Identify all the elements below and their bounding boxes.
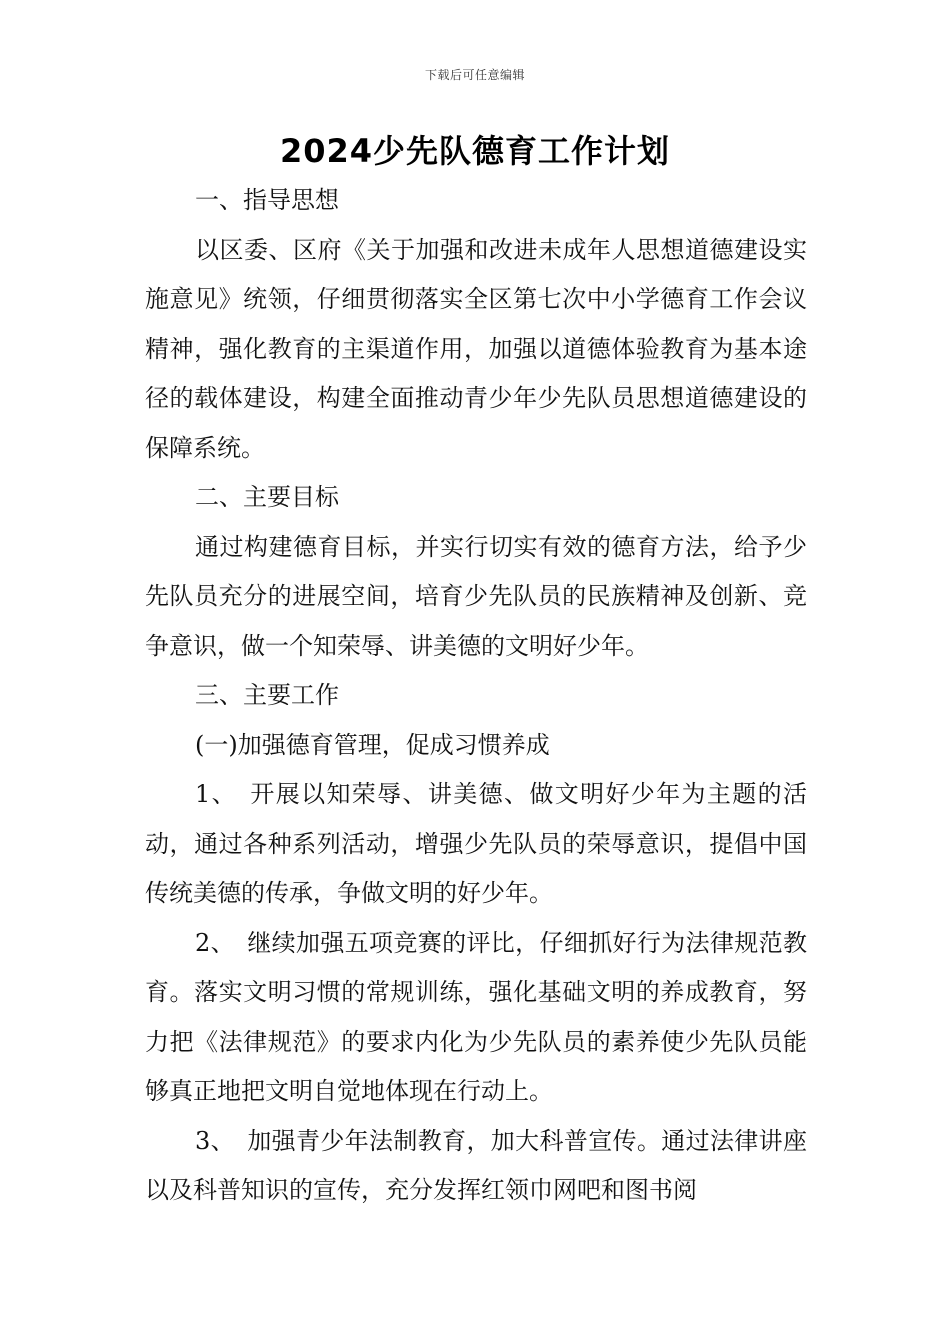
subsection-heading-moral-management: (一)加强德育管理，促成习惯养成 — [195, 730, 550, 759]
section-heading-main-work: 三、主要工作 — [195, 681, 339, 709]
list-item-1: 1、 开展以知荣辱、讲美德、做文明好少年为主题的活动，通过各种系列活动，增强少先队员的荣辱意识，提倡中国传统美德的传承，争做文明的好少年。 — [145, 780, 807, 907]
list-item-3: 3、 加强青少年法制教育，加大科普宣传。通过法律讲座以及科普知识的宣传，充分发挥红领巾网吧和图书阅 — [145, 1126, 807, 1204]
list-item-2: 2、 继续加强五项竞赛的评比，仔细抓好行为法律规范教育。落实文明习惯的常规训练，强化基础文明的养成教育，努力把《法律规范》的要求内化为少先队员的素养使少先队员能够真正地把文明自觉地体现在行动上。 — [145, 928, 807, 1105]
paragraph-guiding-thought: 以区委、区府《关于加强和改进未成年人思想道德建设实施意见》统领，仔细贯彻落实全区第七次中小学德育工作会议精神，强化教育的主渠道作用，加强以道德体验教育为基本途径的载体建设，构建全面推动青少年少先队员思想道德建设的保障系统。 — [145, 235, 807, 462]
paragraph-main-goals: 通过构建德育目标，并实行切实有效的德育方法，给予少先队员充分的进展空间，培育少先队员的民族精神及创新、竞争意识，做一个知荣辱、讲美德的文明好少年。 — [145, 532, 807, 660]
section-heading-guiding-thought: 一、指导思想 — [195, 186, 339, 214]
document-body — [145, 176, 807, 1216]
header-note: 下载后可任意编辑 — [424, 68, 525, 82]
section-heading-main-goals: 二、主要目标 — [195, 483, 339, 511]
document-title: 2024少先队德育工作计划 — [279, 132, 671, 170]
